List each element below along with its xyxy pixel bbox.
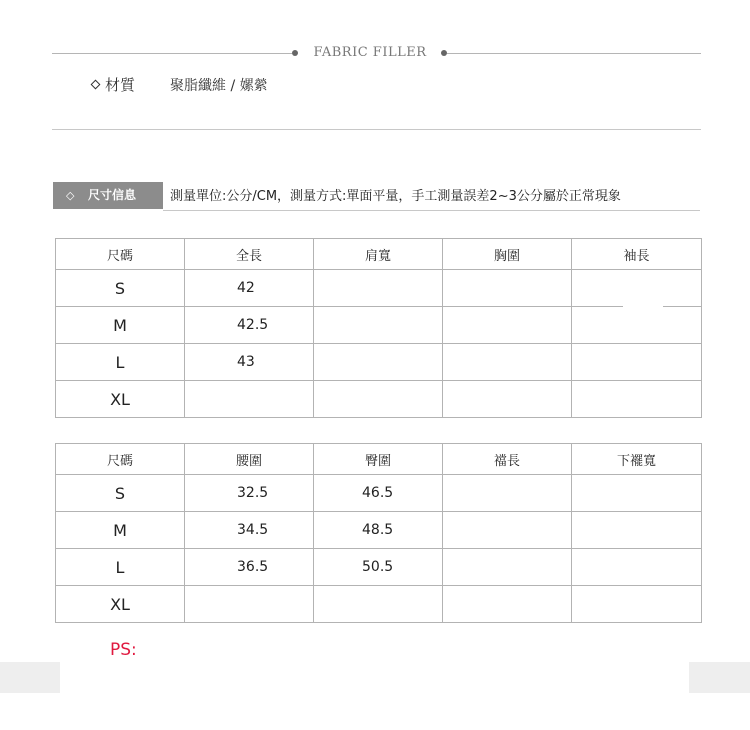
value-cell bbox=[314, 381, 443, 418]
table-row bbox=[56, 549, 702, 586]
value-cell bbox=[443, 549, 572, 586]
header-cell: 腰圍 bbox=[185, 444, 314, 475]
note-underline bbox=[163, 210, 700, 211]
size-table-bottom bbox=[55, 443, 702, 623]
size-cell: XL bbox=[56, 381, 185, 418]
table-row bbox=[56, 512, 702, 549]
material-row bbox=[92, 74, 268, 95]
value-cell bbox=[443, 586, 572, 623]
size-cell: M bbox=[56, 512, 185, 549]
table-row bbox=[56, 307, 702, 344]
value-cell: 43 bbox=[185, 344, 314, 381]
size-cell: XL bbox=[56, 586, 185, 623]
table-row bbox=[56, 381, 702, 418]
value-cell bbox=[572, 381, 702, 418]
value-cell bbox=[314, 586, 443, 623]
table-row bbox=[56, 344, 702, 381]
table-header-row bbox=[56, 239, 702, 270]
value-cell bbox=[443, 307, 572, 344]
value-cell bbox=[185, 586, 314, 623]
size-cell: S bbox=[56, 475, 185, 512]
table-row bbox=[56, 270, 702, 307]
value-cell bbox=[314, 307, 443, 344]
size-cell: L bbox=[56, 549, 185, 586]
table-row bbox=[56, 586, 702, 623]
header-cell: 襠長 bbox=[443, 444, 572, 475]
value-cell bbox=[572, 512, 702, 549]
size-info-label: 尺寸信息 bbox=[88, 188, 137, 202]
value-cell bbox=[572, 475, 702, 512]
value-cell bbox=[314, 270, 443, 307]
value-cell: 46.5 bbox=[314, 475, 443, 512]
value-cell: 42 bbox=[185, 270, 314, 307]
ps-label: PS: bbox=[110, 640, 137, 660]
size-info-tag bbox=[53, 182, 163, 209]
table-header-row bbox=[56, 444, 702, 475]
value-cell: 50.5 bbox=[314, 549, 443, 586]
measurement-note: 測量單位:公分/CM，測量方式:單面平量，手工測量誤差2~3公分屬於正常現象 bbox=[170, 189, 621, 204]
value-cell bbox=[443, 512, 572, 549]
value-cell bbox=[314, 344, 443, 381]
header-rule-right bbox=[447, 53, 701, 54]
size-table-top bbox=[55, 238, 702, 418]
diamond-outline-icon: ◇ bbox=[66, 189, 75, 202]
value-cell bbox=[185, 381, 314, 418]
size-cell: M bbox=[56, 307, 185, 344]
value-cell bbox=[572, 549, 702, 586]
value-cell: 42.5 bbox=[185, 307, 314, 344]
header-cell: 肩寬 bbox=[314, 239, 443, 270]
value-cell bbox=[572, 586, 702, 623]
value-cell: 32.5 bbox=[185, 475, 314, 512]
header-cell: 袖長 bbox=[572, 239, 702, 270]
value-cell: 34.5 bbox=[185, 512, 314, 549]
header-dot-left bbox=[292, 50, 298, 56]
table-row bbox=[56, 475, 702, 512]
header-cell: 尺碼 bbox=[56, 239, 185, 270]
border-gap bbox=[623, 296, 663, 314]
header-cell: 胸圍 bbox=[443, 239, 572, 270]
header-cell: 尺碼 bbox=[56, 444, 185, 475]
header-rule-left bbox=[52, 53, 292, 54]
value-cell: 36.5 bbox=[185, 549, 314, 586]
size-cell: L bbox=[56, 344, 185, 381]
diamond-bullet-icon bbox=[91, 80, 101, 90]
section-title: FABRIC FILLER bbox=[313, 45, 427, 60]
value-cell bbox=[443, 344, 572, 381]
material-value: 聚脂纖維 / 嫘縈 bbox=[170, 78, 268, 94]
value-cell bbox=[572, 344, 702, 381]
value-cell bbox=[443, 270, 572, 307]
header-cell: 臀圍 bbox=[314, 444, 443, 475]
footer-panel bbox=[60, 662, 689, 693]
header-cell: 下襬寬 bbox=[572, 444, 702, 475]
value-cell bbox=[443, 381, 572, 418]
material-label: 材質 bbox=[105, 76, 136, 94]
divider bbox=[52, 129, 701, 130]
value-cell bbox=[443, 475, 572, 512]
header-cell: 全長 bbox=[185, 239, 314, 270]
value-cell: 48.5 bbox=[314, 512, 443, 549]
size-cell: S bbox=[56, 270, 185, 307]
